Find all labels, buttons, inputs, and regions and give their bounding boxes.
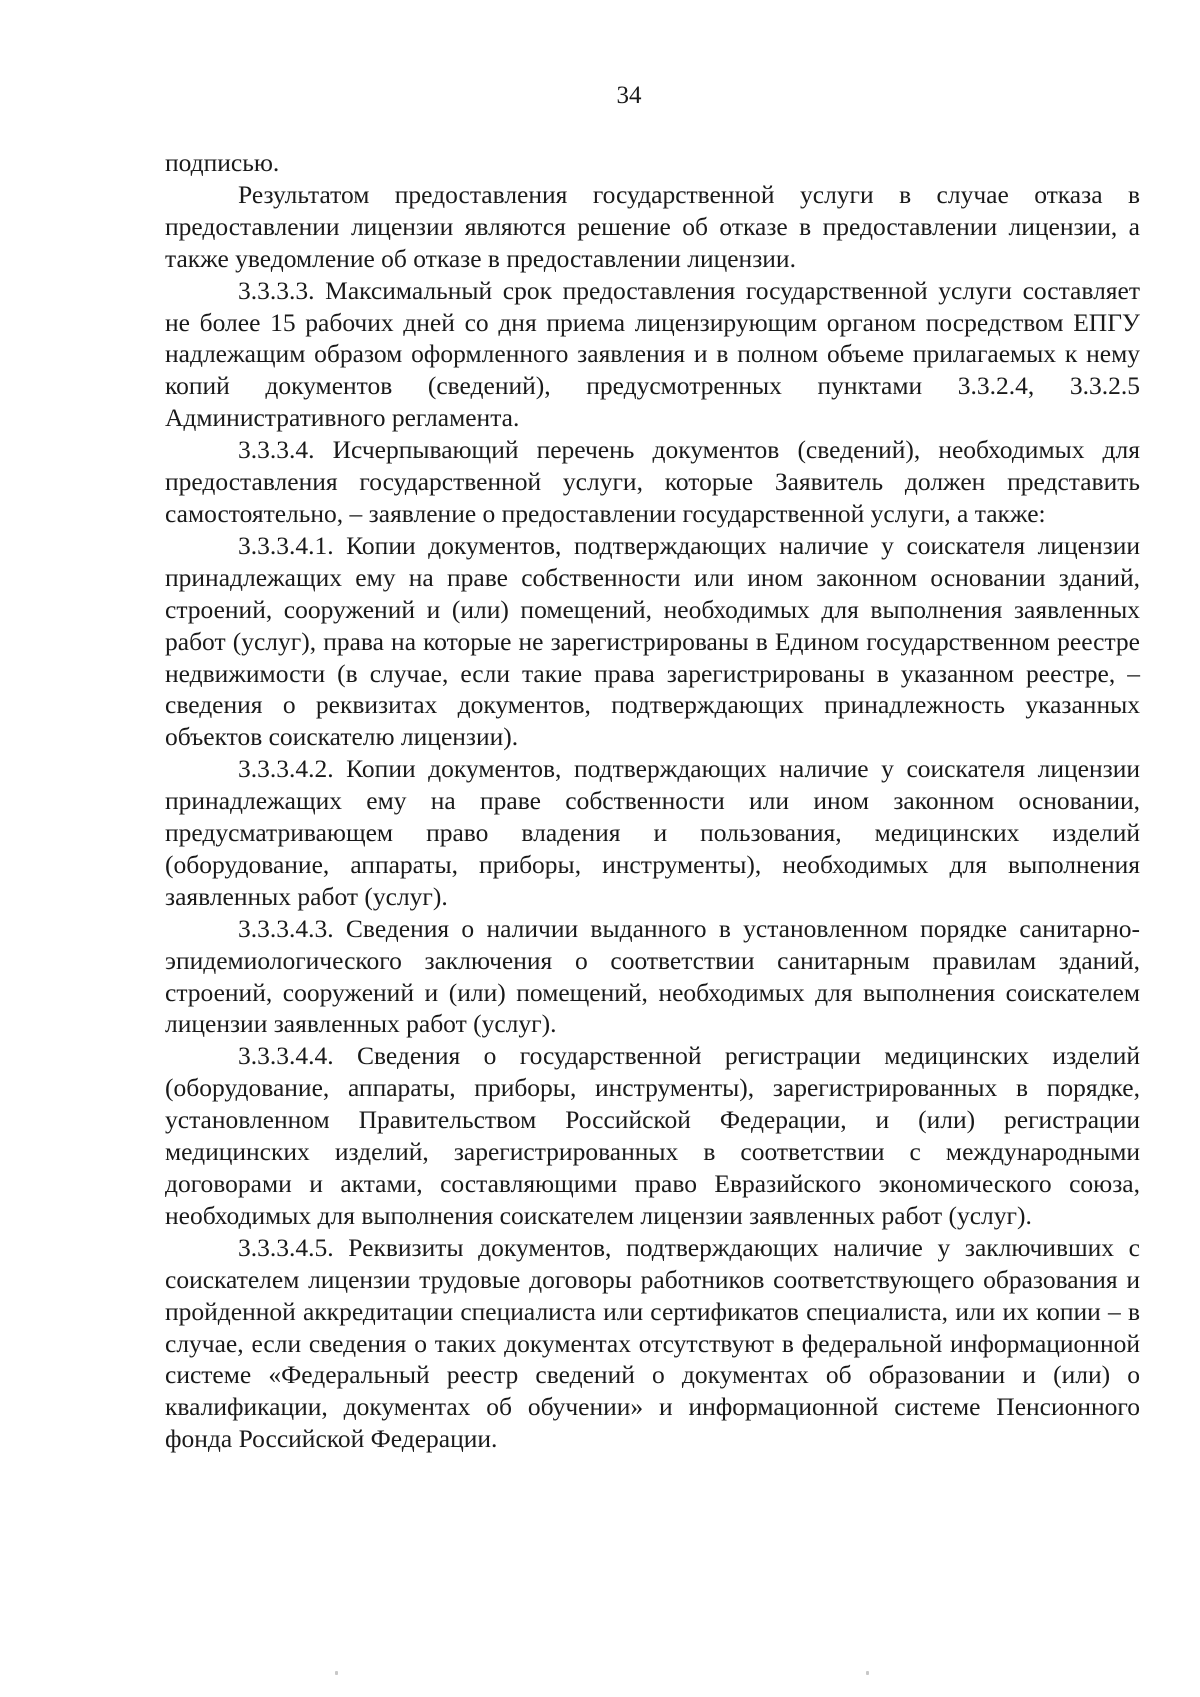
paragraph-continuation: подписью. xyxy=(165,148,280,177)
paragraph-3-3-3-4-4: 3.3.3.4.4. Сведения о государственной регистрации медицинских изделий (оборудование, аппараты, приборы, инструменты), зарегистрированных в порядке, установленном Правительством Российской Федерации, и (или) регистрации медицинских изделий, зарегистрированных в соответствии с международными договорами и актами, составляющими право Евразийского экономического союза, необходимых для выполнения соискателем лицензии заявленных работ (услуг). xyxy=(165,1041,1140,1230)
scan-speck xyxy=(335,1671,338,1675)
paragraph-3-3-3-4: 3.3.3.4. Исчерпывающий перечень документов (сведений), необходимых для предоставления государственной услуги, которые Заявитель должен представить самостоятельно, – заявление о предоставлении государственной услуги, а также: xyxy=(165,435,1140,528)
paragraph-3-3-3-4-1: 3.3.3.4.1. Копии документов, подтверждающих наличие у соискателя лицензии принадлежащих ему на праве собственности или ином законном основании зданий, строений, сооружений и (или) помещений, необходимых для выполнения заявленных работ (услуг), права на которые не зарегистрированы в Едином государственном реестре недвижимости (в случае, если такие права зарегистрированы в указанном реестре, – сведения о реквизитах документов, подтверждающих принадлежность указанных объектов соискателю лицензии). xyxy=(165,530,1140,752)
scan-speck xyxy=(866,1671,869,1675)
document-body xyxy=(165,147,1140,1455)
page-number: 34 xyxy=(616,82,642,109)
paragraph-3-3-3-3: 3.3.3.3. Максимальный срок предоставления государственной услуги составляет не более 15 рабочих дней со дня приема лицензирующим органом посредством ЕПГУ надлежащим образом оформленного заявления и в полном объеме прилагаемых к нему копий документов (сведений), предусмотренных пунктами 3.3.2.4, 3.3.2.5 Административного регламента. xyxy=(165,275,1140,433)
paragraph-3-3-3-4-2: 3.3.3.4.2. Копии документов, подтверждающих наличие у соискателя лицензии принадлежащих ему на праве собственности или ином законном основании, предусматривающем право владения и пользования, медицинских изделий (оборудование, аппараты, приборы, инструменты), необходимых для выполнения заявленных работ (услуг). xyxy=(165,754,1140,911)
paragraph-refusal-result: Результатом предоставления государственной услуги в случае отказа в предоставлении лицензии являются решение об отказе в предоставлении лицензии, а также уведомление об отказе в предоставлении лицензии. xyxy=(165,179,1140,273)
paragraph-3-3-3-4-3: 3.3.3.4.3. Сведения о наличии выданного в установленном порядке санитарно-эпидемиологического заключения о соответствии санитарным правилам зданий, строений, сооружений и (или) помещений, необходимых для выполнения соискателем лицензии заявленных работ (услуг). xyxy=(165,913,1140,1039)
paragraph-3-3-3-4-5: 3.3.3.4.5. Реквизиты документов, подтверждающих наличие у заключивших с соискателем лицензии трудовые договоры работников соответствующего образования и пройденной аккредитации специалиста или сертификатов специалиста, или их копии – в случае, если сведения о таких документах отсутствуют в федеральной информационной системе «Федеральный реестр сведений о документах об образовании и (или) о квалификации, документах об обучении» и информационной системе Пенсионного фонда Российской Федерации. xyxy=(165,1232,1140,1454)
